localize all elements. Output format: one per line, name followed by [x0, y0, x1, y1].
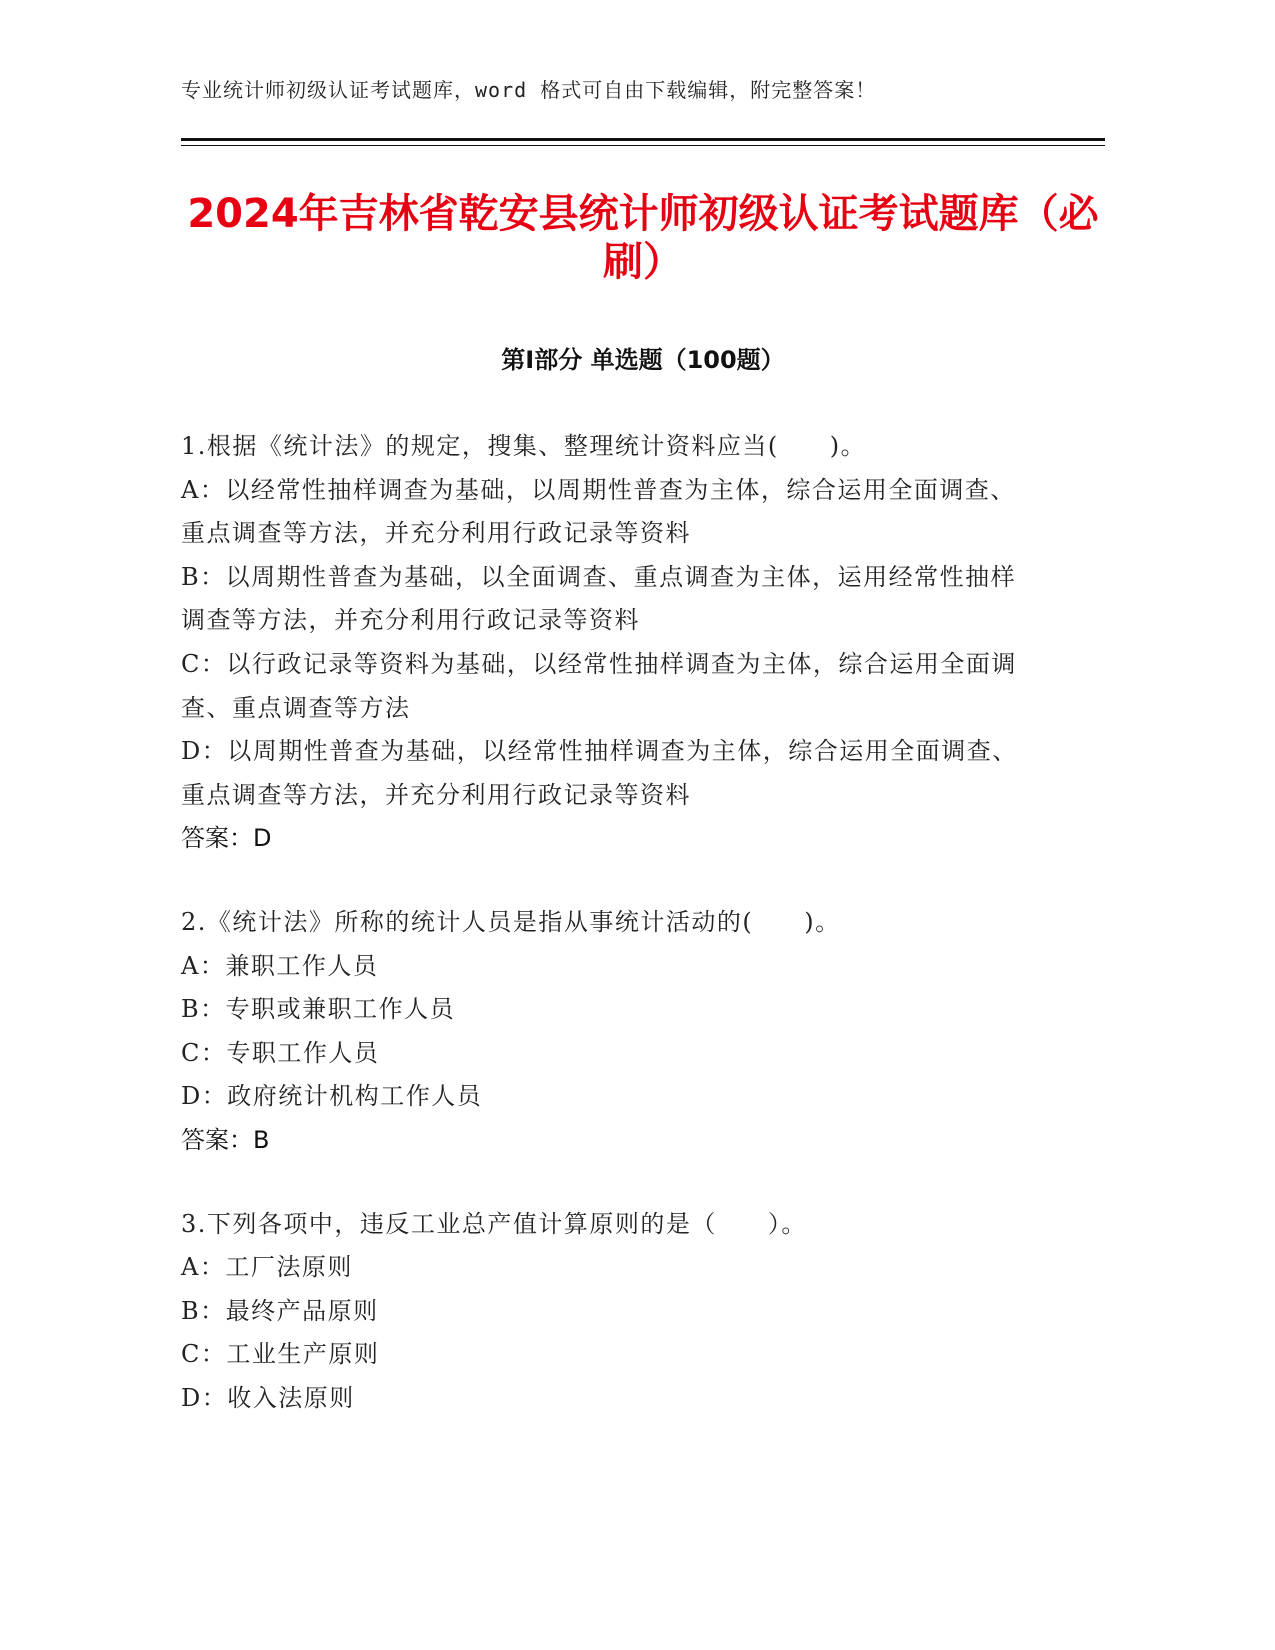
question-stem: 2.《统计法》所称的统计人员是指从事统计活动的( )。 [181, 907, 841, 936]
option-c: C：以行政记录等资料为基础，以经常性抽样调查为主体，综合运用全面调查、重点调查等方法 [181, 649, 1017, 722]
option-c: C：工业生产原则 [181, 1340, 380, 1369]
header-rule-thin [181, 145, 1105, 146]
question-list [181, 425, 1031, 1460]
option-b: B：以周期性普查为基础，以全面调查、重点调查为主体，运用经常性抽样调查等方法，并充分利用行政记录等资料 [181, 562, 1017, 635]
question-2 [181, 901, 1031, 1163]
question-stem: 3.下列各项中，违反工业总产值计算原则的是（ ）。 [181, 1209, 807, 1238]
header-rule-thick [181, 138, 1105, 141]
answer: 答案：D [181, 824, 272, 853]
option-a: A：以经常性抽样调查为基础，以周期性普查为主体，综合运用全面调查、重点调查等方法，并充分利用行政记录等资料 [181, 475, 1016, 548]
question-1 [181, 425, 1031, 861]
document-title: 2024年吉林省乾安县统计师初级认证考试题库（必刷） [187, 191, 1099, 285]
option-d: D：政府统计机构工作人员 [181, 1082, 483, 1111]
option-a: A：兼职工作人员 [181, 951, 379, 980]
section-heading: 第Ⅰ部分 单选题（100题） [501, 346, 785, 374]
option-d: D：收入法原则 [181, 1383, 355, 1412]
header-note: 专业统计师初级认证考试题库，word 格式可自由下载编辑，附完整答案！ [181, 78, 877, 102]
answer: 答案：B [181, 1125, 270, 1154]
option-b: B：最终产品原则 [181, 1296, 379, 1325]
question-3 [181, 1203, 1031, 1421]
question-stem: 1.根据《统计法》的规定，搜集、整理统计资料应当( )。 [181, 432, 867, 460]
option-b: B：专职或兼职工作人员 [181, 995, 456, 1024]
option-c: C：专职工作人员 [181, 1038, 380, 1067]
option-a: A：工厂法原则 [181, 1253, 353, 1282]
option-d: D：以周期性普查为基础，以经常性抽样调查为主体，综合运用全面调查、重点调查等方法，并充分利用行政记录等资料 [181, 737, 1018, 809]
